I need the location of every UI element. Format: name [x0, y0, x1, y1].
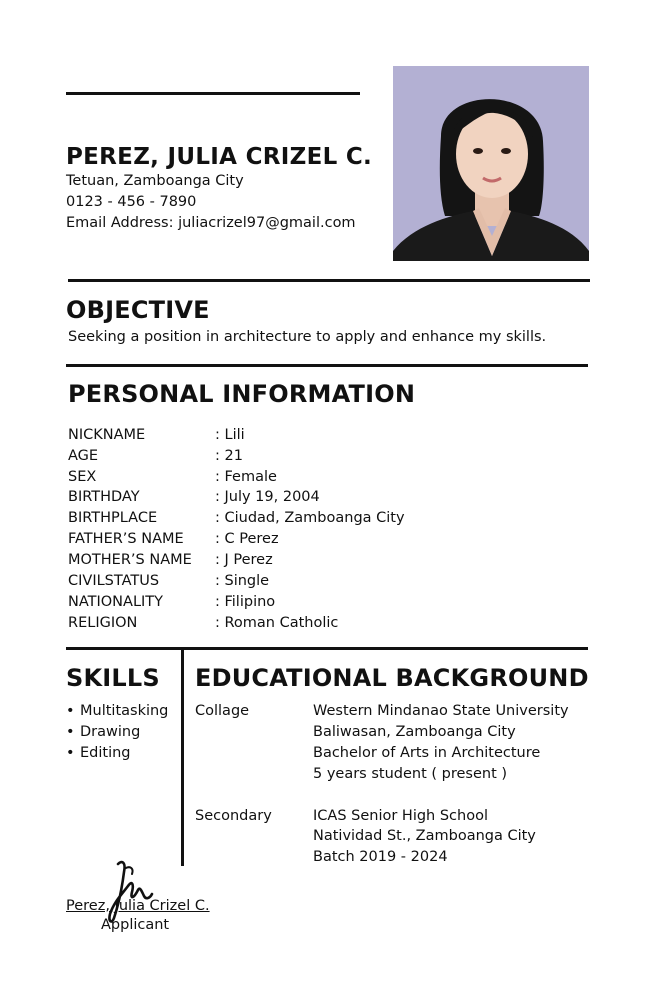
- objective-divider: [66, 364, 588, 367]
- info-label: SEX: [68, 469, 97, 485]
- info-value: : J Perez: [215, 552, 273, 568]
- info-label: MOTHER’S NAME: [68, 552, 192, 568]
- info-label: NATIONALITY: [68, 594, 164, 610]
- education-detail: Batch 2019 - 2024: [313, 849, 448, 865]
- top-divider: [66, 92, 360, 95]
- signature-name: Perez, Julia Crizel C.: [66, 898, 210, 914]
- info-label: NICKNAME: [68, 427, 146, 443]
- skills-heading: SKILLS: [66, 664, 160, 692]
- education-detail: Baliwasan, Zamboanga City: [313, 724, 516, 740]
- info-label: BIRTHPLACE: [68, 510, 158, 526]
- phone: 0123 - 456 - 7890: [66, 194, 197, 210]
- education-level: Collage: [195, 703, 250, 719]
- skill-item: • Editing: [66, 745, 131, 761]
- profile-photo: [393, 66, 589, 261]
- education-heading: EDUCATIONAL BACKGROUND: [195, 664, 589, 692]
- skill-item: • Drawing: [66, 724, 140, 740]
- info-value: : Single: [215, 573, 270, 589]
- education-detail: Western Mindanao State University: [313, 703, 569, 719]
- info-value: : Lili: [215, 427, 245, 443]
- header-divider: [68, 279, 590, 282]
- education-detail: Bachelor of Arts in Architecture: [313, 745, 541, 761]
- applicant-name: PEREZ, JULIA CRIZEL C.: [66, 144, 373, 170]
- info-label: AGE: [68, 448, 99, 464]
- info-value: : Roman Catholic: [215, 615, 339, 631]
- skill-item: • Multitasking: [66, 703, 168, 719]
- info-value: : C Perez: [215, 531, 279, 547]
- info-value: : Filipino: [215, 594, 276, 610]
- education-detail: 5 years student ( present ): [313, 766, 508, 782]
- portrait-image: [393, 66, 589, 261]
- info-value: : Ciudad, Zamboanga City: [215, 510, 405, 526]
- objective-text: Seeking a position in architecture to apply and enhance my skills.: [68, 329, 547, 345]
- signature-role: Applicant: [101, 917, 170, 933]
- info-label: RELIGION: [68, 615, 138, 631]
- education-detail: Natividad St., Zamboanga City: [313, 828, 536, 844]
- address: Tetuan, Zamboanga City: [66, 173, 244, 189]
- info-label: CIVILSTATUS: [68, 573, 160, 589]
- personal-info-heading: PERSONAL INFORMATION: [68, 380, 416, 408]
- info-label: FATHER’S NAME: [68, 531, 184, 547]
- info-value: : 21: [215, 448, 243, 464]
- email: Email Address: juliacrizel97@gmail.com: [66, 215, 356, 231]
- education-level: Secondary: [195, 808, 272, 824]
- education-detail: ICAS Senior High School: [313, 808, 488, 824]
- column-divider: [181, 648, 184, 866]
- personal-divider: [66, 647, 588, 650]
- info-value: : Female: [215, 469, 277, 485]
- info-value: : July 19, 2004: [215, 489, 320, 505]
- objective-heading: OBJECTIVE: [66, 296, 210, 324]
- info-label: BIRTHDAY: [68, 489, 140, 505]
